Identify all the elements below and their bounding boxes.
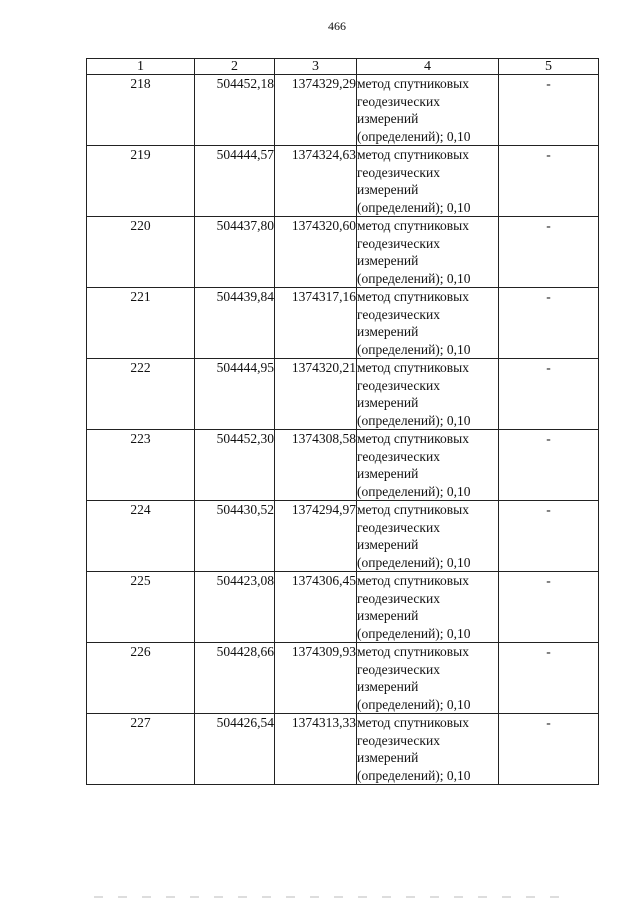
note-cell: -	[499, 217, 599, 288]
coord-y: 1374306,45	[275, 572, 357, 643]
coordinates-table	[86, 58, 599, 785]
coord-y: 1374308,58	[275, 430, 357, 501]
point-number: 220	[87, 217, 195, 288]
method-cell: метод спутниковых геодезических измерений (определений); 0,10	[357, 146, 499, 217]
table-row	[87, 359, 599, 430]
note-cell: -	[499, 359, 599, 430]
coord-y: 1374324,63	[275, 146, 357, 217]
scan-artifact-divider	[94, 896, 564, 898]
table-row	[87, 501, 599, 572]
method-cell: метод спутниковых геодезических измерений (определений); 0,10	[357, 572, 499, 643]
point-number: 223	[87, 430, 195, 501]
note-cell: -	[499, 714, 599, 785]
note-cell: -	[499, 75, 599, 146]
coord-y: 1374309,93	[275, 643, 357, 714]
point-number: 224	[87, 501, 195, 572]
point-number: 221	[87, 288, 195, 359]
header-col-4: 4	[357, 59, 499, 75]
coord-y: 1374317,16	[275, 288, 357, 359]
point-number: 226	[87, 643, 195, 714]
header-col-3: 3	[275, 59, 357, 75]
note-cell: -	[499, 572, 599, 643]
table-row	[87, 288, 599, 359]
table-row	[87, 572, 599, 643]
coord-x: 504428,66	[195, 643, 275, 714]
method-cell: метод спутниковых геодезических измерений (определений); 0,10	[357, 643, 499, 714]
method-cell: метод спутниковых геодезических измерений (определений); 0,10	[357, 430, 499, 501]
point-number: 225	[87, 572, 195, 643]
point-number: 219	[87, 146, 195, 217]
page-number: 466	[328, 19, 346, 33]
method-cell: метод спутниковых геодезических измерений (определений); 0,10	[357, 288, 499, 359]
table-row	[87, 75, 599, 146]
table-row	[87, 430, 599, 501]
method-cell: метод спутниковых геодезических измерений (определений); 0,10	[357, 501, 499, 572]
coord-y: 1374313,33	[275, 714, 357, 785]
point-number: 222	[87, 359, 195, 430]
table-row	[87, 643, 599, 714]
coord-x: 504452,18	[195, 75, 275, 146]
method-cell: метод спутниковых геодезических измерений (определений); 0,10	[357, 359, 499, 430]
coord-x: 504452,30	[195, 430, 275, 501]
header-col-5: 5	[499, 59, 599, 75]
coord-x: 504437,80	[195, 217, 275, 288]
point-number: 227	[87, 714, 195, 785]
coord-x: 504430,52	[195, 501, 275, 572]
method-cell: метод спутниковых геодезических измерений (определений); 0,10	[357, 217, 499, 288]
table-body	[87, 75, 599, 785]
table-row	[87, 714, 599, 785]
coord-x: 504444,95	[195, 359, 275, 430]
note-cell: -	[499, 146, 599, 217]
coord-y: 1374294,97	[275, 501, 357, 572]
table-row	[87, 146, 599, 217]
coord-y: 1374329,29	[275, 75, 357, 146]
note-cell: -	[499, 643, 599, 714]
method-cell: метод спутниковых геодезических измерений (определений); 0,10	[357, 75, 499, 146]
note-cell: -	[499, 430, 599, 501]
table-header-row	[87, 59, 599, 75]
header-col-1: 1	[87, 59, 195, 75]
coord-y: 1374320,60	[275, 217, 357, 288]
table-row	[87, 217, 599, 288]
coord-y: 1374320,21	[275, 359, 357, 430]
method-cell: метод спутниковых геодезических измерений (определений); 0,10	[357, 714, 499, 785]
point-number: 218	[87, 75, 195, 146]
header-col-2: 2	[195, 59, 275, 75]
coord-x: 504444,57	[195, 146, 275, 217]
coord-x: 504426,54	[195, 714, 275, 785]
coord-x: 504439,84	[195, 288, 275, 359]
note-cell: -	[499, 288, 599, 359]
note-cell: -	[499, 501, 599, 572]
coord-x: 504423,08	[195, 572, 275, 643]
